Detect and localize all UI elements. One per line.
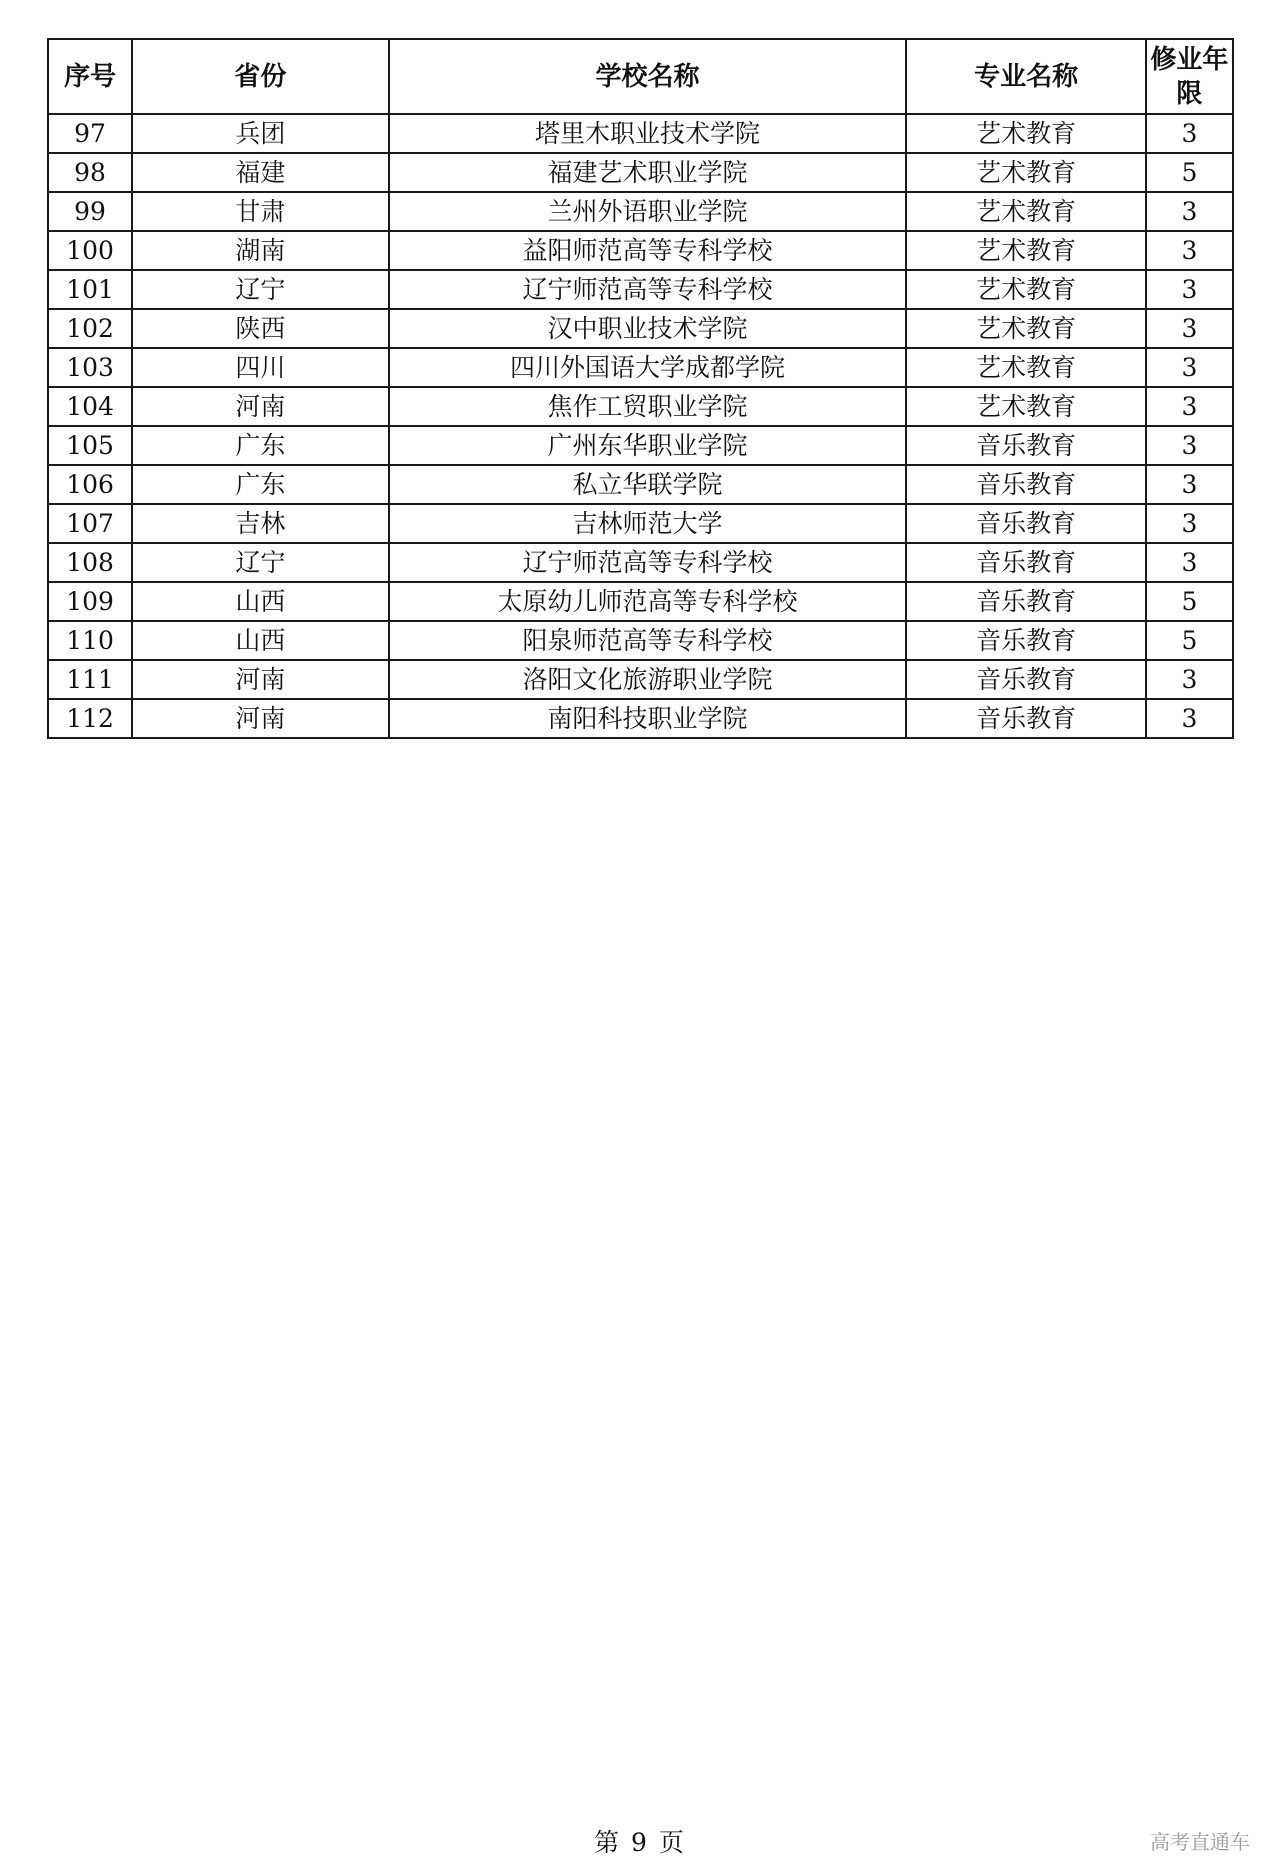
school-major-table: [47, 38, 1234, 739]
header-serial-number: 序号: [48, 39, 132, 114]
cell-school-name: 焦作工贸职业学院: [389, 387, 907, 426]
cell-serial-number: 103: [48, 348, 132, 387]
page-number: 第 9 页: [594, 1828, 686, 1857]
header-school-name: 学校名称: [389, 39, 907, 114]
cell-serial-number: 110: [48, 621, 132, 660]
table-header-row: [48, 39, 1233, 114]
table-row: [48, 387, 1233, 426]
cell-study-years: 3: [1146, 660, 1233, 699]
watermark-text: 高考直通车: [1150, 1830, 1250, 1854]
cell-serial-number: 100: [48, 231, 132, 270]
table-row: [48, 309, 1233, 348]
cell-major-name: 艺术教育: [906, 387, 1145, 426]
cell-province: 甘肃: [132, 192, 388, 231]
header-province: 省份: [132, 39, 388, 114]
cell-school-name: 吉林师范大学: [389, 504, 907, 543]
cell-study-years: 3: [1146, 543, 1233, 582]
cell-school-name: 福建艺术职业学院: [389, 153, 907, 192]
cell-major-name: 音乐教育: [906, 465, 1145, 504]
cell-serial-number: 112: [48, 699, 132, 738]
table-row: [48, 660, 1233, 699]
cell-school-name: 辽宁师范高等专科学校: [389, 543, 907, 582]
cell-major-name: 艺术教育: [906, 231, 1145, 270]
cell-major-name: 音乐教育: [906, 504, 1145, 543]
table-row: [48, 192, 1233, 231]
school-major-table-container: [47, 38, 1234, 739]
cell-province: 广东: [132, 426, 388, 465]
cell-major-name: 艺术教育: [906, 348, 1145, 387]
cell-serial-number: 104: [48, 387, 132, 426]
cell-province: 辽宁: [132, 270, 388, 309]
cell-school-name: 南阳科技职业学院: [389, 699, 907, 738]
cell-study-years: 5: [1146, 582, 1233, 621]
cell-serial-number: 108: [48, 543, 132, 582]
cell-study-years: 3: [1146, 309, 1233, 348]
cell-serial-number: 99: [48, 192, 132, 231]
cell-study-years: 5: [1146, 153, 1233, 192]
cell-study-years: 3: [1146, 270, 1233, 309]
table-row: [48, 465, 1233, 504]
cell-study-years: 5: [1146, 621, 1233, 660]
cell-province: 陕西: [132, 309, 388, 348]
cell-major-name: 音乐教育: [906, 660, 1145, 699]
table-row: [48, 270, 1233, 309]
cell-school-name: 阳泉师范高等专科学校: [389, 621, 907, 660]
table-row: [48, 582, 1233, 621]
cell-province: 湖南: [132, 231, 388, 270]
cell-school-name: 私立华联学院: [389, 465, 907, 504]
table-row: [48, 114, 1233, 153]
cell-major-name: 艺术教育: [906, 309, 1145, 348]
cell-serial-number: 101: [48, 270, 132, 309]
cell-major-name: 艺术教育: [906, 114, 1145, 153]
cell-major-name: 艺术教育: [906, 270, 1145, 309]
cell-major-name: 音乐教育: [906, 699, 1145, 738]
cell-school-name: 塔里木职业技术学院: [389, 114, 907, 153]
table-row: [48, 426, 1233, 465]
cell-major-name: 音乐教育: [906, 543, 1145, 582]
cell-major-name: 艺术教育: [906, 192, 1145, 231]
cell-study-years: 3: [1146, 426, 1233, 465]
cell-province: 吉林: [132, 504, 388, 543]
cell-study-years: 3: [1146, 192, 1233, 231]
table-row: [48, 153, 1233, 192]
cell-study-years: 3: [1146, 231, 1233, 270]
cell-serial-number: 98: [48, 153, 132, 192]
cell-province: 山西: [132, 582, 388, 621]
cell-study-years: 3: [1146, 114, 1233, 153]
cell-study-years: 3: [1146, 348, 1233, 387]
cell-serial-number: 97: [48, 114, 132, 153]
cell-major-name: 音乐教育: [906, 426, 1145, 465]
cell-province: 广东: [132, 465, 388, 504]
table-row: [48, 504, 1233, 543]
cell-serial-number: 105: [48, 426, 132, 465]
header-major-name: 专业名称: [906, 39, 1145, 114]
cell-serial-number: 107: [48, 504, 132, 543]
cell-province: 河南: [132, 699, 388, 738]
cell-school-name: 辽宁师范高等专科学校: [389, 270, 907, 309]
cell-province: 山西: [132, 621, 388, 660]
table-row: [48, 231, 1233, 270]
cell-school-name: 益阳师范高等专科学校: [389, 231, 907, 270]
cell-school-name: 洛阳文化旅游职业学院: [389, 660, 907, 699]
cell-school-name: 四川外国语大学成都学院: [389, 348, 907, 387]
cell-study-years: 3: [1146, 699, 1233, 738]
cell-province: 四川: [132, 348, 388, 387]
cell-school-name: 广州东华职业学院: [389, 426, 907, 465]
cell-school-name: 兰州外语职业学院: [389, 192, 907, 231]
cell-province: 福建: [132, 153, 388, 192]
cell-province: 河南: [132, 660, 388, 699]
cell-school-name: 太原幼儿师范高等专科学校: [389, 582, 907, 621]
cell-serial-number: 109: [48, 582, 132, 621]
cell-serial-number: 102: [48, 309, 132, 348]
cell-major-name: 艺术教育: [906, 153, 1145, 192]
table-row: [48, 543, 1233, 582]
cell-major-name: 音乐教育: [906, 582, 1145, 621]
table-row: [48, 621, 1233, 660]
cell-province: 辽宁: [132, 543, 388, 582]
cell-serial-number: 111: [48, 660, 132, 699]
table-body: [48, 114, 1233, 738]
table-row: [48, 699, 1233, 738]
cell-serial-number: 106: [48, 465, 132, 504]
cell-study-years: 3: [1146, 504, 1233, 543]
cell-study-years: 3: [1146, 465, 1233, 504]
cell-study-years: 3: [1146, 387, 1233, 426]
cell-province: 河南: [132, 387, 388, 426]
header-study-years: 修业年限: [1146, 39, 1233, 114]
table-row: [48, 348, 1233, 387]
cell-school-name: 汉中职业技术学院: [389, 309, 907, 348]
cell-province: 兵团: [132, 114, 388, 153]
cell-major-name: 音乐教育: [906, 621, 1145, 660]
